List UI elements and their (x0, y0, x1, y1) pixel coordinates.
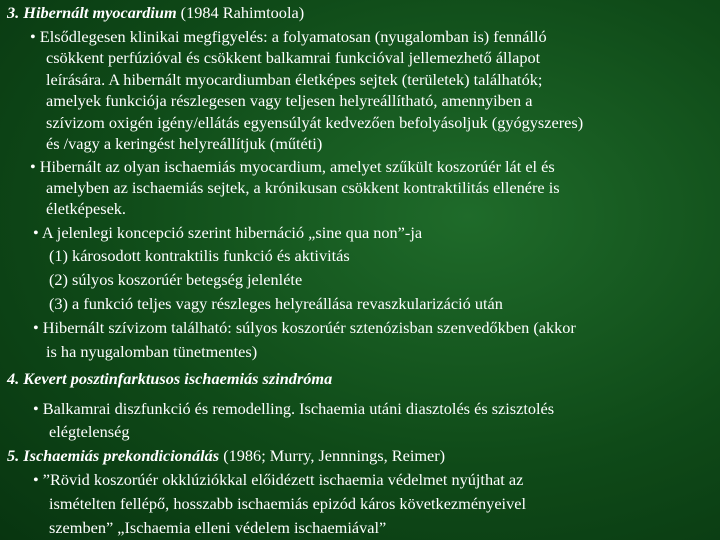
section-3-line-9: életképesek. (46, 199, 127, 218)
section-3-line-4: amelyek funkciója részlegesen vagy teljesen helyreállítható, amennyiben a (46, 91, 533, 110)
section-4-line-2: elégtelenség (49, 422, 130, 441)
section-5-heading-rest: (1986; Murry, Jennnings, Reimer) (219, 446, 446, 465)
section-3-line-11: (1) károsodott kontraktilis funkció és aktivitás (49, 246, 350, 265)
section-4-heading-bold: 4. Kevert posztinfarktusos ischaemiás szindróma (7, 369, 333, 388)
section-4-line-1: • Balkamrai diszfunkció és remodelling. Ischaemia utáni diasztolés és szisztolés (33, 399, 555, 418)
section-3-heading (7, 3, 304, 23)
section-3-line-12: (2) súlyos koszorúér betegség jelenléte (49, 270, 303, 289)
section-3-line-15: is ha nyugalomban tünetmentes) (46, 342, 258, 361)
section-5-line-3: szemben” „Ischaemia elleni védelem ischaemiával” (49, 518, 387, 537)
section-3-line-13: (3) a funkció teljes vagy részleges helyreállása revaszkularizáció után (49, 294, 503, 313)
section-3-line-3: leírására. A hibernált myocardiumban életképes sejtek (területek) találhatók; (46, 70, 543, 89)
section-3-heading-rest: (1984 Rahimtoola) (176, 3, 305, 22)
section-3-line-2: csökkent perfúzióval és csökkent balkamrai funkcióval jellemezhető állapot (46, 48, 541, 67)
section-3-line-5: szívizom oxigén igény/ellátás egyensúlyát kedvezően befolyásoljuk (gyógyszeres) (46, 113, 584, 132)
section-3-line-8: amelyben az ischaemiás sejtek, a krónikusan csökkent kontraktilitás ellenére is (46, 178, 560, 197)
section-3-line-1: • Elsődlegesen klinikai megfigyelés: a folyamatosan (nyugalomban is) fennálló (30, 27, 547, 46)
section-3-line-14: • Hibernált szívizom található: súlyos koszorúér sztenózisban szenvedőkben (akkor (33, 318, 576, 337)
section-5-line-1: • ”Rövid koszorúér okklúziókkal előidézett ischaemia védelmet nyújthat az (33, 470, 524, 489)
section-3-line-10: • A jelenlegi koncepció szerint hibernáció „sine qua non”-ja (33, 223, 423, 242)
section-4-heading (7, 369, 332, 389)
section-3-line-6: és /vagy a keringést helyreállítjuk (műtéti) (46, 134, 323, 153)
section-5-heading-bold: 5. Ischaemiás prekondicionálás (7, 446, 220, 465)
section-3-heading-bold: 3. Hibernált myocardium (7, 3, 177, 22)
section-5-line-2: ismételten fellépő, hosszabb ischaemiás epizód káros következményeivel (49, 494, 526, 513)
section-3-line-7: • Hibernált az olyan ischaemiás myocardium, amelyet szűkült koszorúér lát el és (30, 157, 555, 176)
section-5-heading (7, 446, 445, 466)
